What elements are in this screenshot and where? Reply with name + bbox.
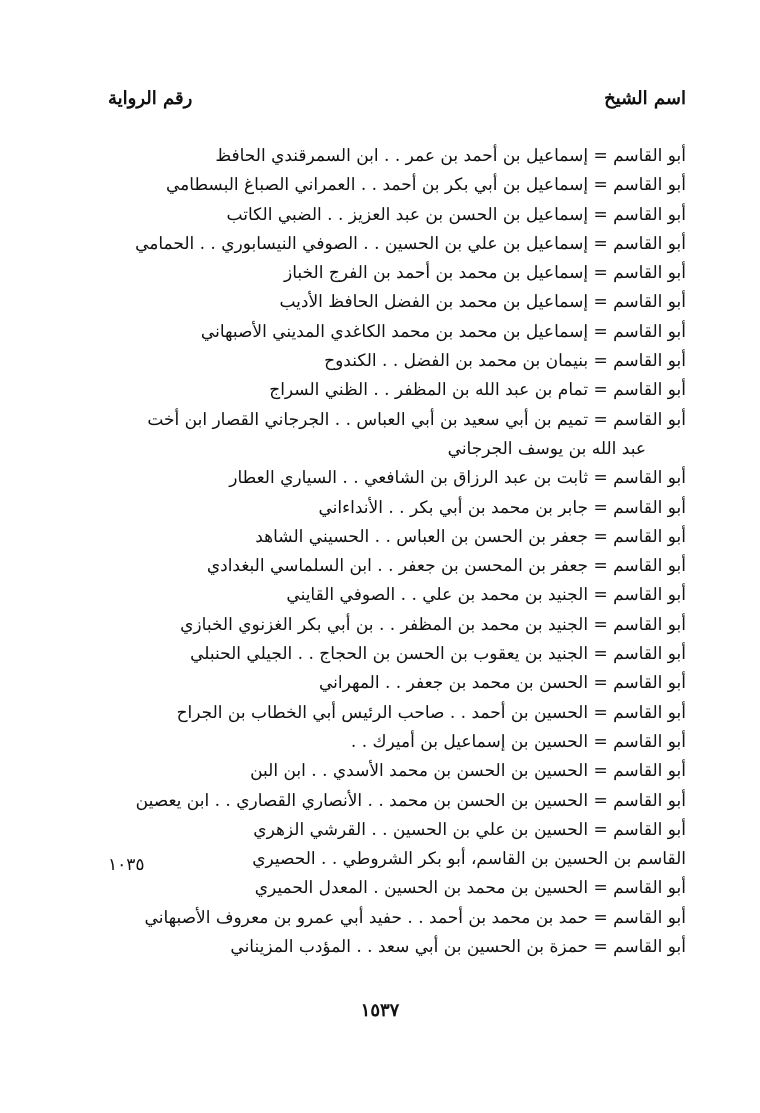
column-header-sheikh-name: اسم الشيخ [604,88,686,109]
list-item: أبو القاسم = الحسين بن علي بن الحسين . . القرشي الزهري [253,819,686,840]
list-item: أبو القاسم = إسماعيل بن محمد بن محمد الكاغدي المديني الأصبهاني [200,321,686,342]
narration-reference-number: ١٠٣٥ [108,855,145,875]
list-item: أبو القاسم = ثابت بن عبد الرزاق بن الشافعي . . السياري العطار [229,468,686,489]
list-item: أبو القاسم = حمزة بن الحسين بن أبي سعد . . المؤدب المزيناني [230,937,686,958]
list-item: أبو القاسم = الحسين بن إسماعيل بن أميرك . . [350,731,686,752]
list-item: أبو القاسم = حمد بن محمد بن أحمد . . حفيد أبي عمرو بن معروف الأصبهاني [144,907,686,928]
list-item: أبو القاسم = إسماعيل بن محمد بن الفضل الحافظ الأديب [279,292,686,313]
list-item: أبو القاسم = جابر بن محمد بن أبي بكر . . الأنداءاني [318,497,686,518]
list-item: أبو القاسم = جعفر بن الحسن بن العباس . . الحسيني الشاهد [255,526,686,547]
list-item: أبو القاسم = الحسين بن الحسن بن محمد الأسدي . . ابن البن [250,761,686,782]
list-item: أبو القاسم = الجنيد بن محمد بن علي . . الصوفي القايني [286,585,686,606]
column-header-narration-number: رقم الرواية [108,88,193,109]
list-item: أبو القاسم = الحسين بن الحسن بن محمد . . الأنصاري القصاري . . ابن يعصين [135,790,686,811]
list-item: أبو القاسم = إسماعيل بن محمد بن أحمد بن الفرج الخباز [284,263,686,284]
list-item: أبو القاسم = تميم بن أبي سعيد بن أبي العباس . . الجرجاني القصار ابن أخت [147,409,686,430]
list-item: القاسم بن الحسين بن القاسم، أبو بكر الشروطي . . الحصيري [252,849,686,870]
list-item: أبو القاسم = الجنيد بن يعقوب بن الحسن بن الحجاج . . الجيلي الحنبلي [190,644,686,665]
list-item: أبو القاسم = إسماعيل بن أحمد بن عمر . . ابن السمرقندي الحافظ [215,146,686,166]
list-item: أبو القاسم = الحسن بن محمد بن جعفر . . المهراني [319,673,686,694]
list-item: أبو القاسم = الجنيد بن محمد بن المظفر . . بن أبي بكر الغزنوي الخبازي [180,614,686,635]
list-item: أبو القاسم = بنيمان بن محمد بن الفضل . . الكندوح [324,351,686,372]
list-item: أبو القاسم = إسماعيل بن أبي بكر بن أحمد . . العمراني الصباغ البسطامي [166,175,686,196]
list-item: أبو القاسم = إسماعيل بن علي بن الحسين . . الصوفي النيسابوري . . الحمامي [135,233,686,254]
list-item: أبو القاسم = الحسين بن محمد بن الحسين . المعدل الحميري [254,878,686,899]
list-item: أبو القاسم = تمام بن عبد الله بن المظفر . . الظني السراج [269,380,686,401]
list-item: أبو القاسم = الحسين بن أحمد . . صاحب الرئيس أبي الخطاب بن الجراح [176,702,686,723]
page-number: ١٥٣٧ [360,1000,400,1021]
sheikh-list [126,142,686,962]
list-item-continuation: عبد الله بن يوسف الجرجاني [447,438,646,459]
list-item: أبو القاسم = إسماعيل بن الحسن بن عبد العزيز . . الضبي الكاتب [226,204,686,225]
list-item: أبو القاسم = جعفر بن المحسن بن جعفر . . ابن السلماسي البغدادي [206,556,686,577]
